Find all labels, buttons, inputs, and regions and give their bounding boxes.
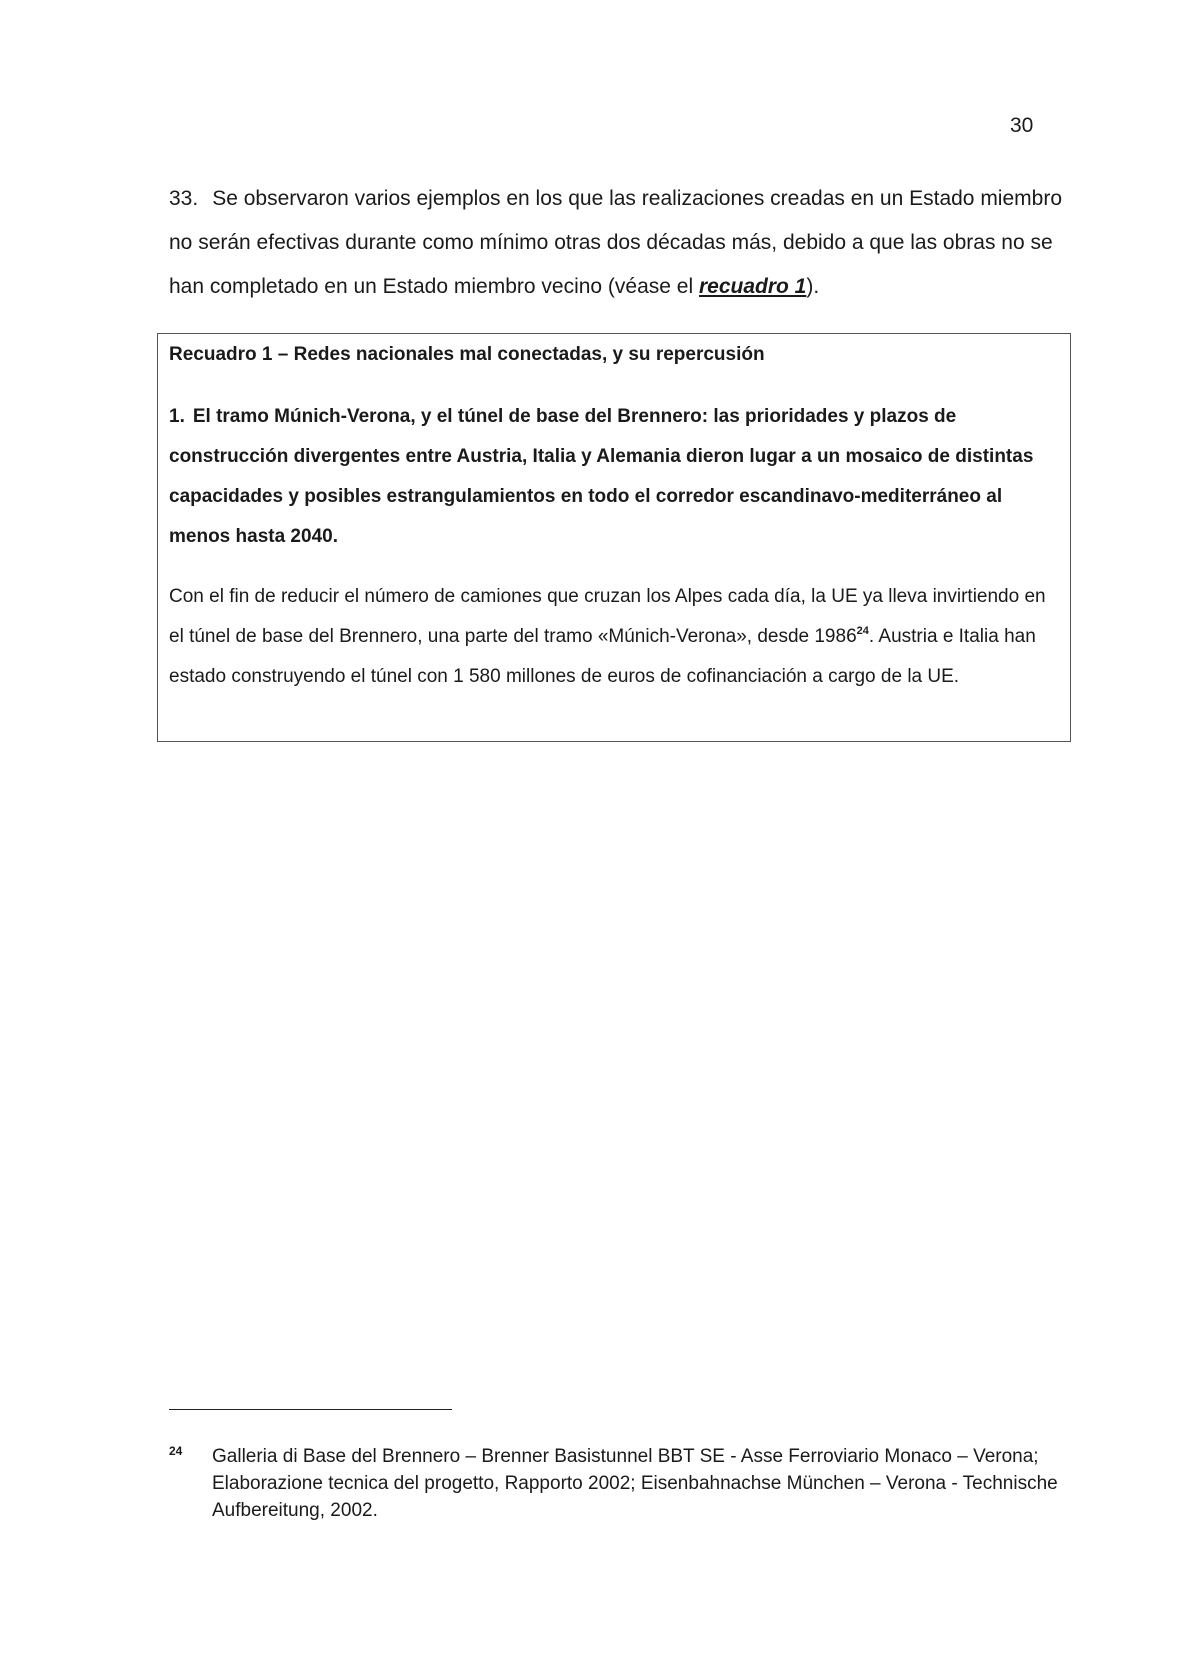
footnote-separator bbox=[169, 1409, 452, 1410]
paragraph-end: ). bbox=[806, 275, 820, 298]
box-heading-number: 1. bbox=[169, 406, 185, 427]
recuadro-1-link[interactable]: recuadro 1 bbox=[698, 275, 807, 298]
paragraph-number: 33. bbox=[169, 187, 199, 210]
box-body-text-continued: . Austria e Italia han estado construyendo el túnel con 1 580 millones de euros de cofinanciación a cargo de la UE. bbox=[169, 626, 1036, 687]
box-body bbox=[169, 577, 1059, 697]
footnote-number: 24 bbox=[169, 1444, 183, 1458]
footnote-reference[interactable]: 24 bbox=[856, 625, 869, 637]
box-body-text: Con el fin de reducir el número de camiones que cruzan los Alpes cada día, la UE ya lleva invirtiendo en el túnel de base del Brennero, una parte del tramo «Múnich-Verona», desde 1986 bbox=[169, 586, 1046, 647]
box-title: Recuadro 1 – Redes nacionales mal conectadas, y su repercusión bbox=[169, 344, 765, 365]
footnote-text: Galleria di Base del Brennero – Brenner Basistunnel BBT SE - Asse Ferroviario Monaco – Verona; Elaborazione tecnica del progetto, Rapporto 2002; Eisenbahnachse München – Verona - Technische Aufbereitung, 2002. bbox=[212, 1446, 1058, 1521]
paragraph-text: Se observaron varios ejemplos en los que las realizaciones creadas en un Estado miembro no serán efectivas durante como mínimo otras dos décadas más, debido a que las obras no se han completado en un Estado miembro vecino (véase el bbox=[169, 187, 1062, 298]
box-heading-text: El tramo Múnich-Verona, y el túnel de base del Brennero: las prioridades y plazos de construcción divergentes entre Austria, Italia y Alemania dieron lugar a un mosaico de distintas capacidades y posibles estrangulamientos en todo el corredor escandinavo-mediterráneo al menos hasta 2040. bbox=[169, 406, 1034, 547]
page-number: 30 bbox=[1010, 114, 1034, 137]
paragraph-33 bbox=[169, 177, 1069, 309]
box-heading bbox=[169, 397, 1059, 557]
recuadro-box bbox=[157, 333, 1071, 742]
